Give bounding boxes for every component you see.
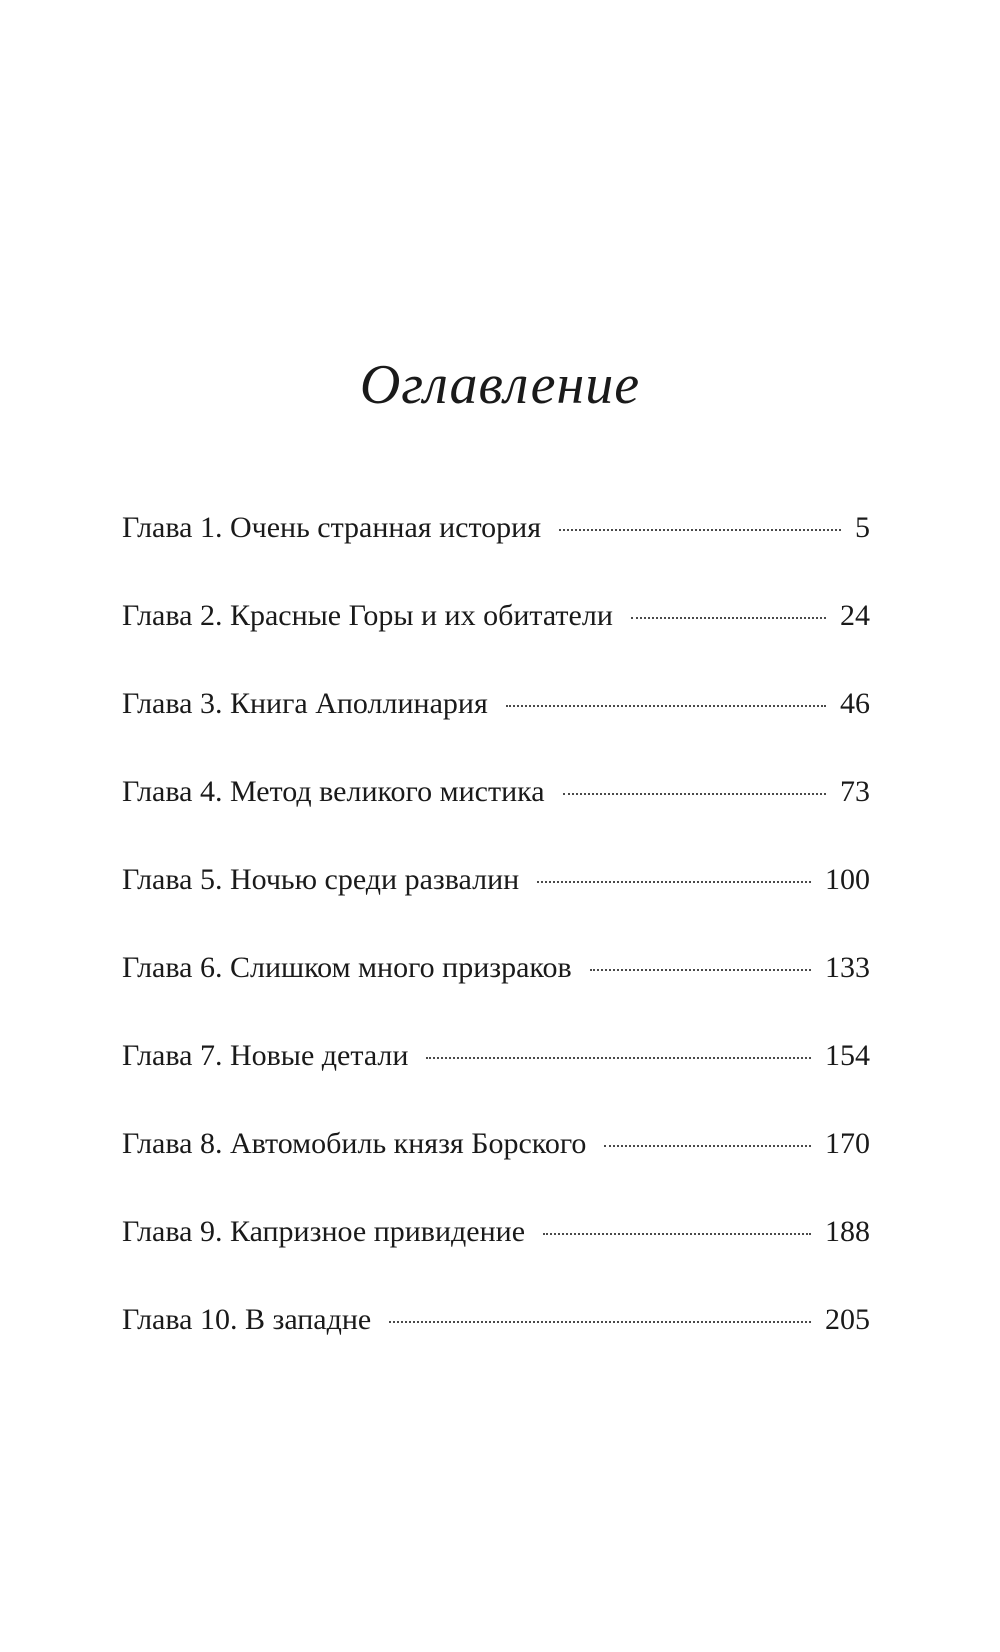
toc-entry-title: Глава 10. В западне <box>122 1303 372 1336</box>
dot-leader <box>604 1145 811 1147</box>
toc-entry-page: 154 <box>825 1039 870 1072</box>
toc-entry-title: Глава 8. Автомобиль князя Борского <box>122 1127 587 1160</box>
toc-entry-page: 5 <box>855 511 870 544</box>
toc-entry-page: 133 <box>825 951 870 984</box>
toc-entry-page: 170 <box>825 1127 870 1160</box>
toc-entry <box>122 1036 870 1124</box>
toc-entry <box>122 860 870 948</box>
toc-entry-title: Глава 3. Книга Аполлинария <box>122 687 488 720</box>
dot-leader <box>389 1321 811 1323</box>
toc-entry-page: 205 <box>825 1303 870 1336</box>
toc-entry <box>122 596 870 684</box>
toc-entry-title: Глава 7. Новые детали <box>122 1039 409 1072</box>
toc-entry-title: Глава 1. Очень странная история <box>122 511 542 544</box>
toc-entry <box>122 1124 870 1212</box>
dot-leader <box>590 969 811 971</box>
toc-entry-title: Глава 4. Метод великого мистика <box>122 775 545 808</box>
toc-entry-page: 73 <box>840 775 870 808</box>
toc-entry <box>122 948 870 1036</box>
toc-entry <box>122 508 870 596</box>
toc-entry-page: 24 <box>840 599 870 632</box>
toc-entry <box>122 772 870 860</box>
toc-entry-page: 100 <box>825 863 870 896</box>
dot-leader <box>543 1233 811 1235</box>
toc-title: Оглавление <box>359 354 641 416</box>
dot-leader <box>506 705 826 707</box>
dot-leader <box>426 1057 811 1059</box>
toc-entry-page: 188 <box>825 1215 870 1248</box>
toc-entry <box>122 684 870 772</box>
toc-entry-page: 46 <box>840 687 870 720</box>
dot-leader <box>631 617 826 619</box>
toc-entry <box>122 1212 870 1300</box>
dot-leader <box>537 881 811 883</box>
toc-entry-title: Глава 6. Слишком много призраков <box>122 951 572 984</box>
dot-leader <box>559 529 841 531</box>
toc-list <box>122 508 870 1388</box>
dot-leader <box>563 793 826 795</box>
toc-entry-title: Глава 5. Ночью среди развалин <box>122 863 520 896</box>
toc-entry-title: Глава 2. Красные Горы и их обитатели <box>122 599 613 632</box>
toc-entry-title: Глава 9. Капризное привидение <box>122 1215 526 1248</box>
toc-entry <box>122 1300 870 1388</box>
